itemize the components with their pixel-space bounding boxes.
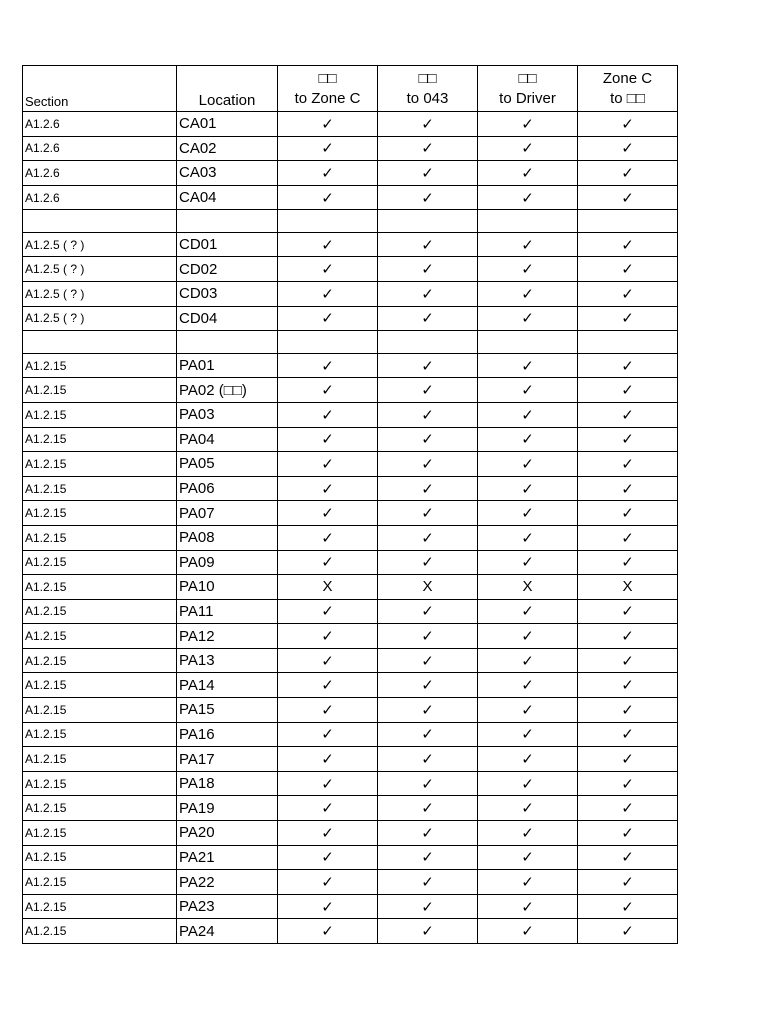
check-mark: ✓: [378, 698, 478, 723]
check-mark: ✓: [578, 378, 678, 403]
section-cell: A1.2.5 ( ? ): [23, 232, 177, 257]
table-row: [23, 747, 678, 772]
check-mark: ✓: [478, 306, 578, 331]
table-row: [23, 698, 678, 723]
check-mark: ✓: [278, 161, 378, 186]
check-mark: ✓: [278, 796, 378, 821]
check-mark: ✓: [278, 624, 378, 649]
location-cell: PA03: [177, 402, 278, 427]
location-cell: PA19: [177, 796, 278, 821]
check-mark: ✓: [378, 919, 478, 944]
table-row: [23, 306, 678, 331]
section-cell: A1.2.15: [23, 476, 177, 501]
check-mark: ✓: [278, 722, 378, 747]
check-mark: ✓: [378, 501, 478, 526]
location-cell: PA22: [177, 870, 278, 895]
check-mark: ✓: [578, 550, 678, 575]
location-cell: PA09: [177, 550, 278, 575]
check-mark: ✓: [378, 673, 478, 698]
header-row: [23, 66, 678, 112]
check-mark: ✓: [478, 870, 578, 895]
check-mark: ✓: [378, 722, 478, 747]
section-cell: A1.2.6: [23, 185, 177, 210]
check-mark: ✓: [378, 161, 478, 186]
check-mark: ✓: [578, 771, 678, 796]
check-mark: ✓: [478, 698, 578, 723]
table-row: [23, 136, 678, 161]
check-mark: ✓: [578, 919, 678, 944]
check-mark: ✓: [478, 378, 578, 403]
location-cell: PA06: [177, 476, 278, 501]
header-col-4-line2: to □□: [610, 89, 645, 107]
check-mark: ✓: [478, 232, 578, 257]
section-cell: A1.2.15: [23, 624, 177, 649]
section-cell: A1.2.15: [23, 722, 177, 747]
location-cell: PA13: [177, 648, 278, 673]
check-mark: ✓: [378, 870, 478, 895]
check-mark: ✓: [578, 747, 678, 772]
check-mark: ✓: [578, 452, 678, 477]
check-mark: ✓: [378, 232, 478, 257]
table-row: [23, 501, 678, 526]
location-cell: CD02: [177, 257, 278, 282]
check-mark: ✓: [278, 821, 378, 846]
check-mark: ✓: [378, 747, 478, 772]
table-row: [23, 845, 678, 870]
table-row: [23, 257, 678, 282]
empty-cell: [378, 210, 478, 233]
check-mark: ✓: [278, 427, 378, 452]
table-row: [23, 821, 678, 846]
table-row: [23, 185, 678, 210]
location-cell: CA04: [177, 185, 278, 210]
check-mark: ✓: [478, 919, 578, 944]
check-mark: ✓: [478, 624, 578, 649]
checklist-table: [22, 65, 678, 944]
check-mark: ✓: [278, 550, 378, 575]
section-cell: A1.2.15: [23, 894, 177, 919]
check-mark: ✓: [578, 136, 678, 161]
table-row: [23, 722, 678, 747]
empty-cell: [278, 210, 378, 233]
table-row: [23, 525, 678, 550]
header-col-1-line2: to Zone C: [294, 89, 361, 107]
section-cell: A1.2.15: [23, 550, 177, 575]
table-row: [23, 112, 678, 137]
empty-cell: [478, 210, 578, 233]
check-mark: ✓: [278, 282, 378, 307]
cross-mark: X: [378, 575, 478, 600]
check-mark: ✓: [478, 525, 578, 550]
header-col-4: [578, 66, 678, 112]
table-row: [23, 353, 678, 378]
location-cell: PA01: [177, 353, 278, 378]
header-col-3: [478, 66, 578, 112]
check-mark: ✓: [278, 845, 378, 870]
check-mark: ✓: [478, 821, 578, 846]
check-mark: ✓: [378, 771, 478, 796]
table-row: [23, 870, 678, 895]
check-mark: ✓: [278, 894, 378, 919]
section-cell: A1.2.5 ( ? ): [23, 257, 177, 282]
check-mark: ✓: [478, 282, 578, 307]
check-mark: ✓: [478, 845, 578, 870]
check-mark: ✓: [478, 353, 578, 378]
location-cell: PA21: [177, 845, 278, 870]
cross-mark: X: [578, 575, 678, 600]
section-cell: A1.2.15: [23, 821, 177, 846]
check-mark: ✓: [478, 161, 578, 186]
check-mark: ✓: [278, 648, 378, 673]
table-row: [23, 771, 678, 796]
check-mark: ✓: [378, 550, 478, 575]
check-mark: ✓: [578, 698, 678, 723]
table-row: [23, 282, 678, 307]
location-cell: PA17: [177, 747, 278, 772]
check-mark: ✓: [578, 525, 678, 550]
check-mark: ✓: [378, 185, 478, 210]
table-row: [23, 575, 678, 600]
check-mark: ✓: [278, 771, 378, 796]
location-cell: CD01: [177, 232, 278, 257]
location-cell: PA16: [177, 722, 278, 747]
table-row: [23, 673, 678, 698]
check-mark: ✓: [578, 282, 678, 307]
section-cell: A1.2.15: [23, 698, 177, 723]
check-mark: ✓: [378, 353, 478, 378]
check-mark: ✓: [278, 136, 378, 161]
check-mark: ✓: [578, 232, 678, 257]
check-mark: ✓: [378, 257, 478, 282]
check-mark: ✓: [478, 796, 578, 821]
section-cell: A1.2.6: [23, 112, 177, 137]
location-cell: CD03: [177, 282, 278, 307]
header-col-3-line1: □□: [518, 69, 537, 87]
location-cell: CA02: [177, 136, 278, 161]
check-mark: ✓: [478, 402, 578, 427]
table-row: [23, 796, 678, 821]
table-row: [23, 402, 678, 427]
header-col-2-line1: □□: [418, 69, 437, 87]
location-cell: PA23: [177, 894, 278, 919]
check-mark: ✓: [478, 673, 578, 698]
check-mark: ✓: [278, 673, 378, 698]
header-section: Section: [23, 66, 177, 112]
check-mark: ✓: [578, 501, 678, 526]
table-row: [23, 161, 678, 186]
section-cell: A1.2.15: [23, 599, 177, 624]
empty-cell: [478, 331, 578, 354]
check-mark: ✓: [278, 919, 378, 944]
table-row: [23, 232, 678, 257]
location-cell: PA05: [177, 452, 278, 477]
check-mark: ✓: [478, 550, 578, 575]
check-mark: ✓: [378, 306, 478, 331]
cross-mark: X: [478, 575, 578, 600]
header-col-2: [378, 66, 478, 112]
check-mark: ✓: [478, 599, 578, 624]
empty-cell: [23, 210, 177, 233]
check-mark: ✓: [278, 870, 378, 895]
check-mark: ✓: [478, 894, 578, 919]
empty-cell: [578, 210, 678, 233]
check-mark: ✓: [578, 624, 678, 649]
check-mark: ✓: [578, 112, 678, 137]
check-mark: ✓: [378, 427, 478, 452]
check-mark: ✓: [378, 112, 478, 137]
location-cell: CA01: [177, 112, 278, 137]
section-cell: A1.2.6: [23, 161, 177, 186]
check-mark: ✓: [278, 306, 378, 331]
check-mark: ✓: [278, 402, 378, 427]
table-row: [23, 624, 678, 649]
check-mark: ✓: [578, 599, 678, 624]
section-cell: A1.2.15: [23, 845, 177, 870]
empty-cell: [177, 331, 278, 354]
empty-cell: [23, 331, 177, 354]
check-mark: ✓: [378, 476, 478, 501]
check-mark: ✓: [478, 452, 578, 477]
check-mark: ✓: [478, 427, 578, 452]
table-row: [23, 452, 678, 477]
check-mark: ✓: [278, 452, 378, 477]
location-cell: PA24: [177, 919, 278, 944]
location-cell: PA20: [177, 821, 278, 846]
check-mark: ✓: [578, 796, 678, 821]
check-mark: ✓: [278, 232, 378, 257]
section-cell: A1.2.15: [23, 525, 177, 550]
section-cell: A1.2.15: [23, 870, 177, 895]
location-cell: PA15: [177, 698, 278, 723]
section-cell: A1.2.15: [23, 427, 177, 452]
check-mark: ✓: [378, 282, 478, 307]
check-mark: ✓: [578, 821, 678, 846]
section-cell: A1.2.15: [23, 747, 177, 772]
location-cell: PA14: [177, 673, 278, 698]
check-mark: ✓: [578, 870, 678, 895]
check-mark: ✓: [578, 353, 678, 378]
check-mark: ✓: [278, 747, 378, 772]
check-mark: ✓: [478, 257, 578, 282]
check-mark: ✓: [578, 427, 678, 452]
header-col-1-line1: □□: [318, 69, 337, 87]
check-mark: ✓: [378, 136, 478, 161]
header-location: Location: [177, 66, 278, 112]
check-mark: ✓: [478, 112, 578, 137]
check-mark: ✓: [578, 673, 678, 698]
table-row: [23, 550, 678, 575]
check-mark: ✓: [278, 257, 378, 282]
check-mark: ✓: [278, 185, 378, 210]
header-col-2-line2: to 043: [406, 89, 449, 107]
check-mark: ✓: [378, 796, 478, 821]
section-cell: A1.2.15: [23, 673, 177, 698]
check-mark: ✓: [378, 452, 478, 477]
check-mark: ✓: [378, 845, 478, 870]
check-mark: ✓: [278, 353, 378, 378]
check-mark: ✓: [578, 476, 678, 501]
check-mark: ✓: [278, 599, 378, 624]
check-mark: ✓: [478, 771, 578, 796]
section-cell: A1.2.15: [23, 796, 177, 821]
location-cell: CA03: [177, 161, 278, 186]
location-cell: PA08: [177, 525, 278, 550]
check-mark: ✓: [278, 476, 378, 501]
check-mark: ✓: [378, 402, 478, 427]
check-mark: ✓: [378, 624, 478, 649]
check-mark: ✓: [478, 722, 578, 747]
section-cell: A1.2.15: [23, 771, 177, 796]
check-mark: ✓: [578, 722, 678, 747]
check-mark: ✓: [578, 161, 678, 186]
blank-row: [23, 210, 678, 233]
table-body: [23, 66, 678, 944]
table-row: [23, 427, 678, 452]
check-mark: ✓: [478, 648, 578, 673]
check-mark: ✓: [378, 894, 478, 919]
section-cell: A1.2.15: [23, 452, 177, 477]
header-col-4-line1: Zone C: [602, 69, 653, 87]
check-mark: ✓: [578, 845, 678, 870]
table-row: [23, 378, 678, 403]
check-mark: ✓: [578, 257, 678, 282]
check-mark: ✓: [378, 821, 478, 846]
check-mark: ✓: [478, 185, 578, 210]
empty-cell: [177, 210, 278, 233]
check-mark: ✓: [278, 501, 378, 526]
check-mark: ✓: [578, 894, 678, 919]
check-mark: ✓: [378, 378, 478, 403]
section-cell: A1.2.15: [23, 575, 177, 600]
header-col-1: [278, 66, 378, 112]
location-cell: PA18: [177, 771, 278, 796]
check-mark: ✓: [478, 747, 578, 772]
section-cell: A1.2.5 ( ? ): [23, 282, 177, 307]
location-cell: PA02 (□□): [177, 378, 278, 403]
section-cell: A1.2.15: [23, 378, 177, 403]
check-mark: ✓: [278, 378, 378, 403]
blank-row: [23, 331, 678, 354]
section-cell: A1.2.15: [23, 501, 177, 526]
check-mark: ✓: [278, 698, 378, 723]
section-cell: A1.2.15: [23, 919, 177, 944]
check-mark: ✓: [478, 476, 578, 501]
location-cell: PA11: [177, 599, 278, 624]
table-row: [23, 599, 678, 624]
section-cell: A1.2.5 ( ? ): [23, 306, 177, 331]
location-cell: PA07: [177, 501, 278, 526]
check-mark: ✓: [378, 525, 478, 550]
section-cell: A1.2.15: [23, 648, 177, 673]
location-cell: CD04: [177, 306, 278, 331]
header-col-3-line2: to Driver: [499, 89, 556, 107]
check-mark: ✓: [378, 599, 478, 624]
table-row: [23, 894, 678, 919]
table-row: [23, 648, 678, 673]
check-mark: ✓: [578, 402, 678, 427]
check-mark: ✓: [578, 185, 678, 210]
location-cell: PA12: [177, 624, 278, 649]
section-cell: A1.2.15: [23, 353, 177, 378]
empty-cell: [378, 331, 478, 354]
location-cell: PA04: [177, 427, 278, 452]
empty-cell: [578, 331, 678, 354]
location-cell: PA10: [177, 575, 278, 600]
table-row: [23, 476, 678, 501]
cross-mark: X: [278, 575, 378, 600]
check-mark: ✓: [578, 648, 678, 673]
section-cell: A1.2.6: [23, 136, 177, 161]
check-mark: ✓: [278, 112, 378, 137]
section-cell: A1.2.15: [23, 402, 177, 427]
check-mark: ✓: [278, 525, 378, 550]
check-mark: ✓: [378, 648, 478, 673]
check-mark: ✓: [478, 136, 578, 161]
check-mark: ✓: [478, 501, 578, 526]
table-row: [23, 919, 678, 944]
check-mark: ✓: [578, 306, 678, 331]
empty-cell: [278, 331, 378, 354]
